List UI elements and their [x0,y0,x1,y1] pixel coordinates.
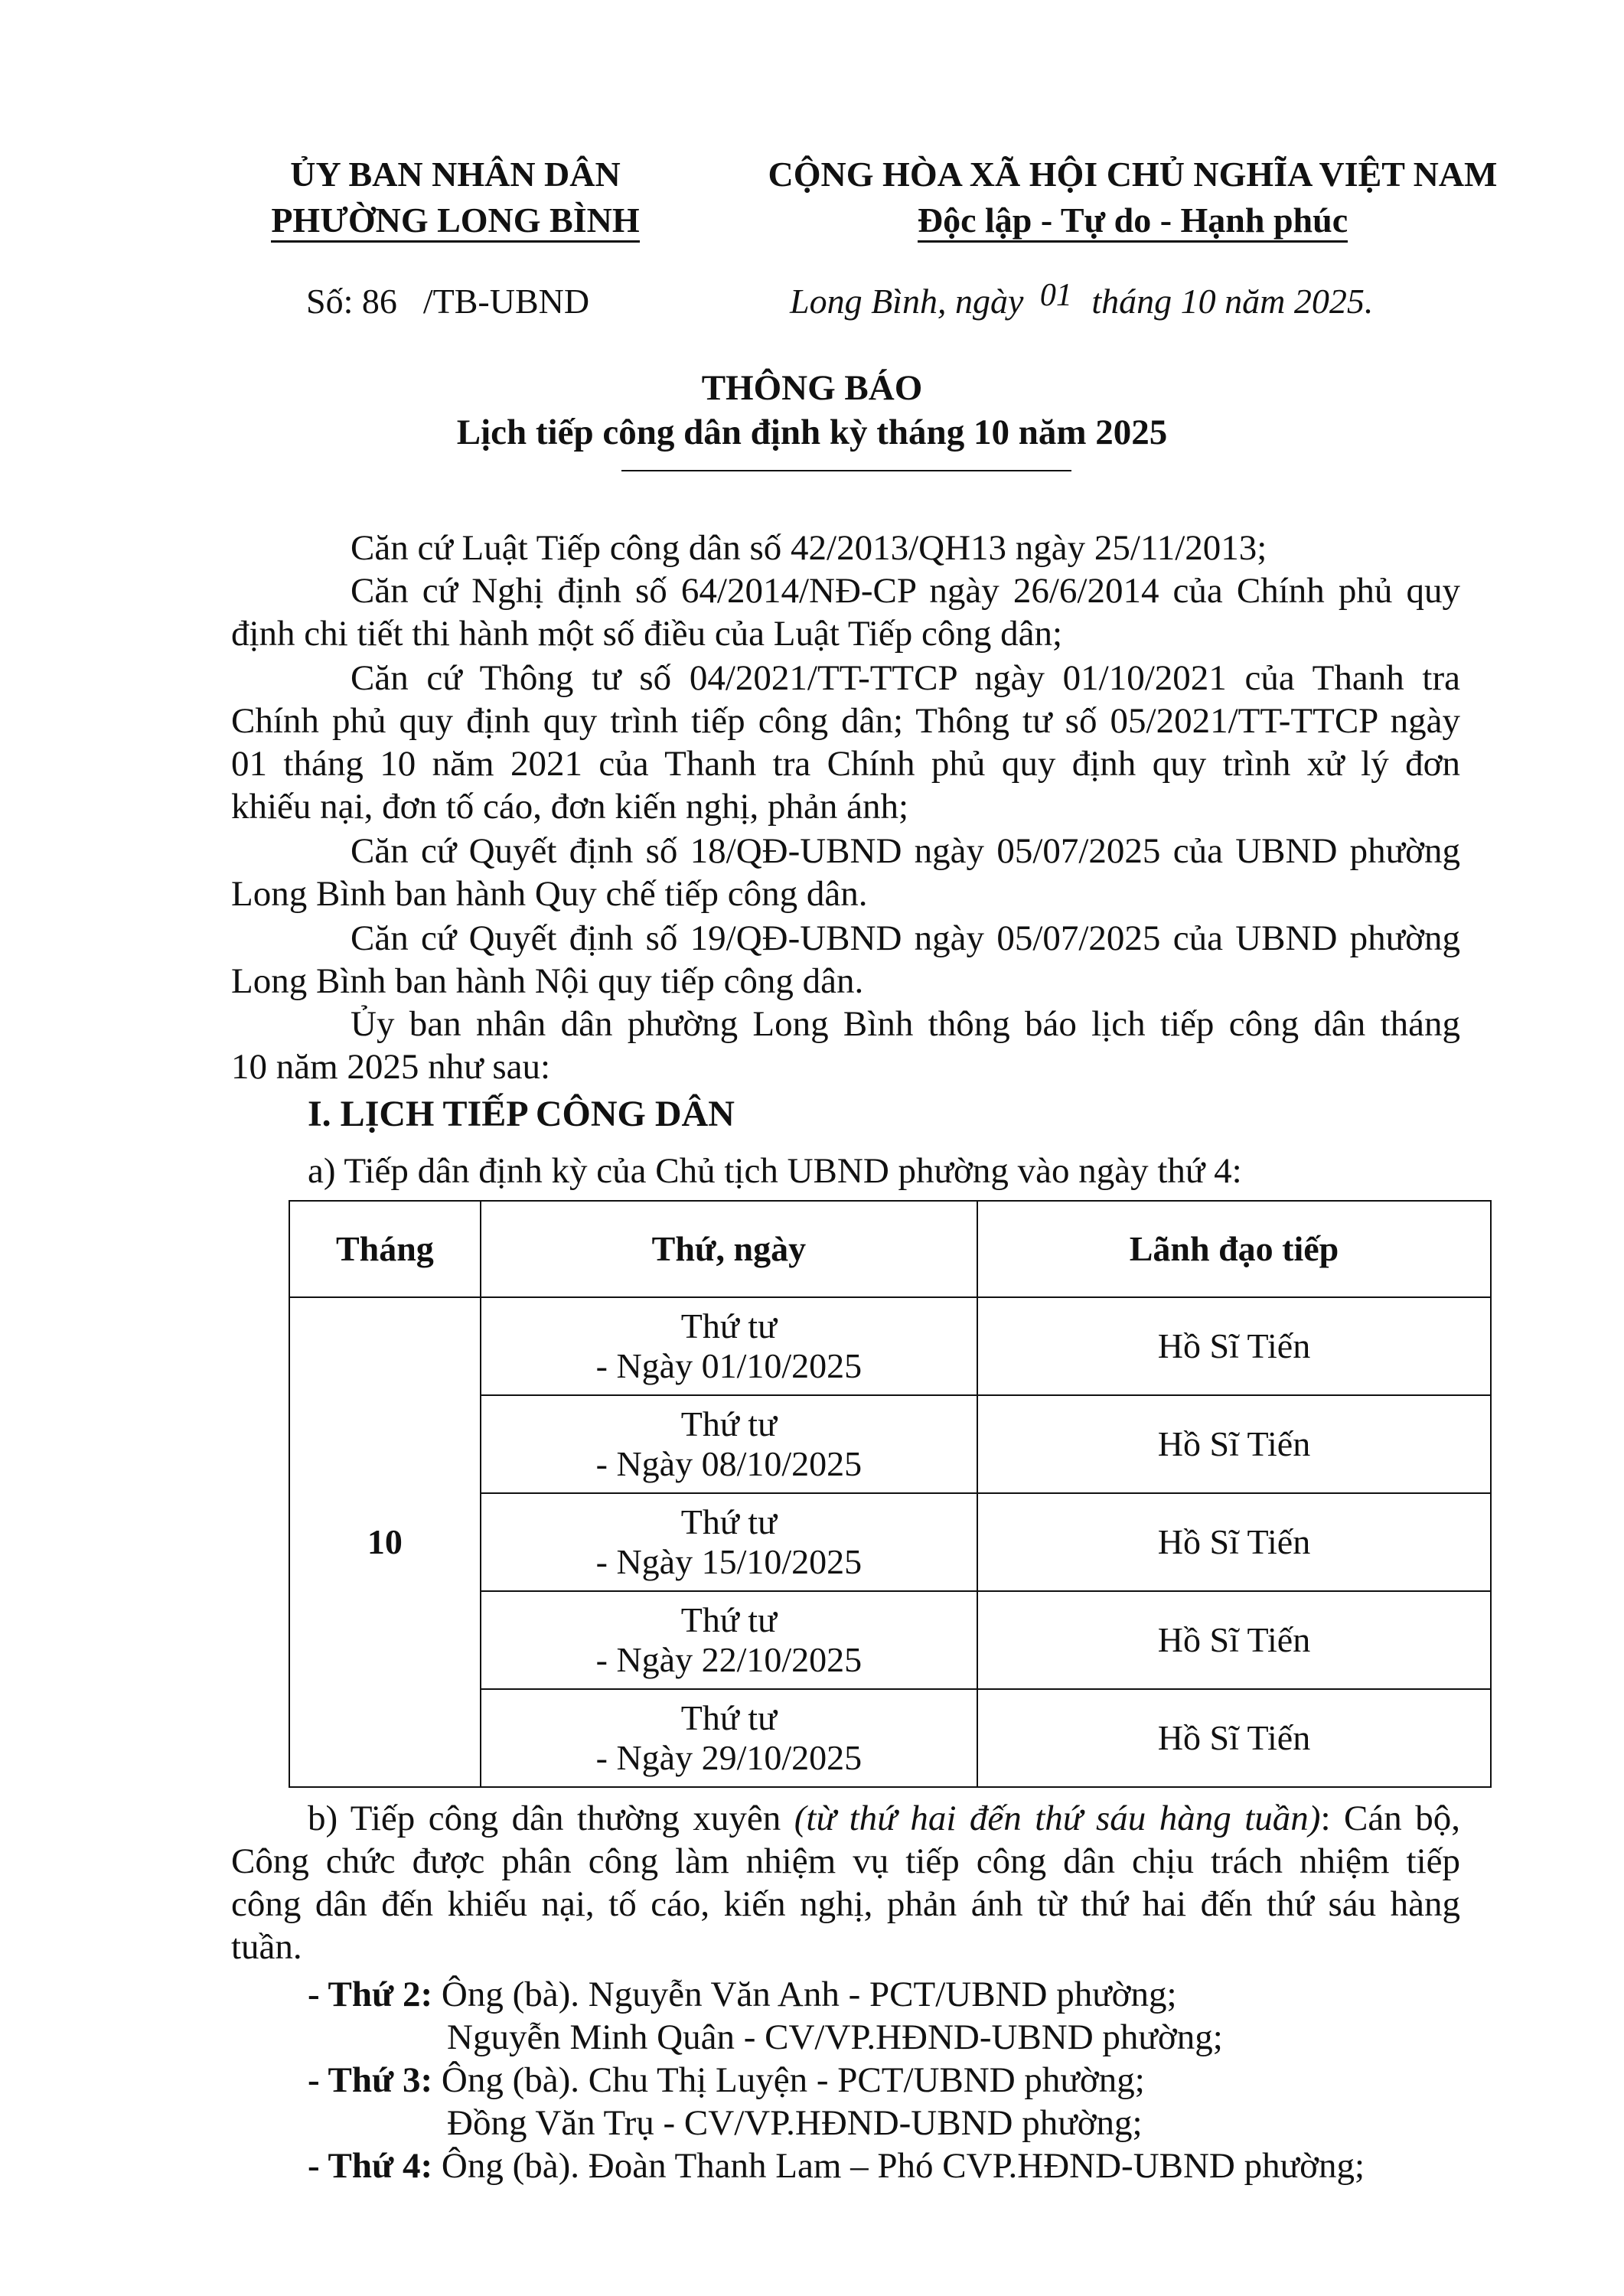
month-cell: 10 [289,1297,481,1787]
date: - Ngày 08/10/2025 [595,1444,863,1483]
basis-2-line-2: định chi tiết thi hành một số điều của Luật Tiếp công dân; [231,614,1063,654]
basis-4-line-1: Căn cứ Quyết định số 18/QĐ-UBND ngày 05/07/2025 của UBND phường [351,831,1460,871]
basis-4-line-2: Long Bình ban hành Quy chế tiếp công dân. [231,874,868,914]
weekday: Thứ tư [680,1698,778,1737]
duty-monday [308,1973,1177,2016]
reception-schedule-table [289,1200,1492,1788]
basis-3-line-1: Căn cứ Thông tư số 04/2021/TT-TTCP ngày 01/10/2021 của Thanh tra [351,658,1460,698]
date-rest: tháng 10 năm 2025. [1091,282,1374,321]
section-b-line-2: Công chức được phân công làm nhiệm vụ tiếp công dân chịu trách nhiệm tiếp [231,1841,1460,1881]
duty-officer: Ông (bà). Chu Thị Luyện - PCT/UBND phường; [432,2060,1145,2100]
basis-3-line-3: 01 tháng 10 năm 2021 của Thanh tra Chính phủ quy định quy trình xử lý đơn [231,744,1460,784]
weekday: Thứ tư [680,1502,778,1541]
basis-5-line-2: Long Bình ban hành Nội quy tiếp công dân. [231,961,864,1001]
header-weekday-date: Thứ, ngày [481,1201,977,1297]
section-b-lead: b) Tiếp công dân thường xuyên [308,1799,794,1838]
leader-cell: Hồ Sĩ Tiến [977,1591,1491,1689]
date: - Ngày 15/10/2025 [595,1542,863,1581]
weekday-date-cell [481,1297,977,1395]
date: - Ngày 22/10/2025 [595,1640,863,1679]
duty-officer: Ông (bà). Nguyễn Văn Anh - PCT/UBND phường; [432,1975,1177,2014]
duty-day-label: - Thứ 4: [308,2146,433,2186]
duty-day-label: - Thứ 2: [308,1975,433,2014]
duty-officer: Ông (bà). Đoàn Thanh Lam – Phó CVP.HĐND-UBND phường; [432,2146,1365,2186]
duty-monday-second: Nguyễn Minh Quân - CV/VP.HĐND-UBND phường; [447,2017,1223,2057]
announcement-line-1: Ủy ban nhân dân phường Long Bình thông báo lịch tiếp công dân tháng [351,1004,1460,1044]
document-number-prefix: Số: 86 [306,282,397,321]
announcement-line-2: 10 năm 2025 như sau: [231,1047,551,1087]
weekday: Thứ tư [680,1600,778,1639]
title-divider [621,470,1071,471]
leader-cell: Hồ Sĩ Tiến [977,1297,1491,1395]
document-date [790,280,1373,325]
nation-motto: Độc lập - Tự do - Hạnh phúc [918,201,1348,243]
nation-line-1: CỘNG HÒA XÃ HỘI CHỦ NGHĨA VIỆT NAM [768,155,1498,194]
table-header-row [289,1201,1491,1297]
section-a-intro: a) Tiếp dân định kỳ của Chủ tịch UBND phường vào ngày thứ 4: [308,1151,1242,1191]
duty-day-label: - Thứ 3: [308,2060,433,2100]
basis-1: Căn cứ Luật Tiếp công dân số 42/2013/QH13 ngày 25/11/2013; [351,528,1267,568]
weekday-date-cell [481,1591,977,1689]
national-heading [693,152,1573,243]
leader-cell: Hồ Sĩ Tiến [977,1689,1491,1787]
header-month: Tháng [289,1201,481,1297]
basis-3-line-4: khiếu nại, đơn tố cáo, đơn kiến nghị, phản ánh; [231,787,909,827]
basis-5-line-1: Căn cứ Quyết định số 19/QĐ-UBND ngày 05/07/2025 của UBND phường [351,918,1460,958]
duty-tuesday-second: Đồng Văn Trụ - CV/VP.HĐND-UBND phường; [447,2103,1143,2143]
basis-2-line-1: Căn cứ Nghị định số 64/2014/NĐ-CP ngày 26/6/2014 của Chính phủ quy [351,571,1460,611]
duty-tuesday [308,2059,1145,2102]
agency-line-2-text: PHƯỜNG LONG BÌNH [271,201,639,243]
section-b-italic: (từ thứ hai đến thứ sáu hàng tuần) [794,1799,1321,1838]
weekday-date-cell [481,1493,977,1591]
table-row [289,1297,1491,1395]
date: - Ngày 01/10/2025 [595,1346,863,1385]
date-day: 01 [1039,278,1072,313]
title-type: THÔNG BÁO [701,368,923,408]
weekday-date-cell [481,1689,977,1787]
basis-3-line-2: Chính phủ quy định quy trình tiếp công dân; Thông tư số 05/2021/TT-TTCP ngày [231,701,1460,741]
section-b-line-1 [308,1797,1460,1840]
agency-line-2 [230,197,681,243]
header-leader: Lãnh đạo tiếp [977,1201,1491,1297]
section-heading: I. LỊCH TIẾP CÔNG DÂN [308,1094,735,1134]
date-place: Long Bình, ngày [790,282,1024,321]
document-title [0,366,1624,455]
weekday: Thứ tư [680,1306,778,1345]
section-b-line-4: tuần. [231,1927,302,1967]
date: - Ngày 29/10/2025 [595,1738,863,1777]
document-number-suffix: /TB-UBND [422,282,590,321]
document-number [306,280,589,323]
title-subject: Lịch tiếp công dân định kỳ tháng 10 năm 2025 [456,413,1168,452]
weekday: Thứ tư [680,1404,778,1443]
duty-wednesday [308,2144,1365,2187]
section-b-line-3: công dân đến khiếu nại, tố cáo, kiến nghị, phản ánh từ thứ hai đến thứ sáu hàng [231,1884,1460,1924]
weekday-date-cell [481,1395,977,1493]
section-b-tail: : Cán bộ, [1320,1799,1460,1838]
agency-name [230,152,681,243]
leader-cell: Hồ Sĩ Tiến [977,1493,1491,1591]
nation-motto-wrap [693,197,1573,243]
agency-line-1: ỦY BAN NHÂN DÂN [290,155,621,194]
leader-cell: Hồ Sĩ Tiến [977,1395,1491,1493]
